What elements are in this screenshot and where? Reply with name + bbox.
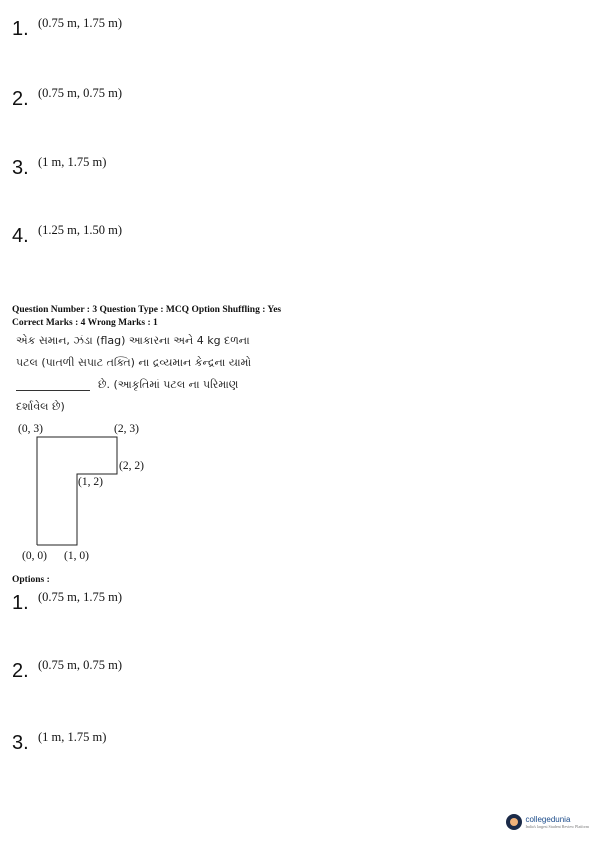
logo-text-block [525, 815, 589, 829]
option-text: (0.75 m, 1.75 m) [38, 16, 123, 30]
option-number: 3. [12, 732, 29, 754]
option-text: (1 m, 1.75 m) [38, 155, 107, 169]
option-number: 3. [12, 157, 29, 179]
question-line-4: દર્શાવેલ છે) [16, 400, 65, 413]
options-heading: Options : [12, 575, 50, 585]
option-number: 1. [12, 18, 29, 40]
collegedunia-logo [506, 814, 589, 830]
question-line-1: એક સમાન, ઝંડા (flag) આકારના અને 4 kg દળના [16, 334, 250, 347]
label-1-2: (1, 2) [78, 476, 103, 488]
question-meta-line-2: Correct Marks : 4 Wrong Marks : 1 [12, 318, 158, 328]
option-text: (0.75 m, 0.75 m) [38, 658, 123, 672]
option-number: 1. [12, 592, 29, 614]
option-number: 2. [12, 88, 29, 110]
label-2-3: (2, 3) [114, 423, 139, 435]
option-text: (0.75 m, 1.75 m) [38, 590, 123, 604]
label-0-3: (0, 3) [18, 423, 43, 435]
option-1 [12, 592, 122, 614]
option-2 [12, 660, 122, 682]
option-text: (0.75 m, 0.75 m) [38, 86, 123, 100]
brand-tagline: India's largest Student Review Platform [525, 824, 589, 829]
label-0-0: (0, 0) [22, 550, 47, 562]
option-text: (1.25 m, 1.50 m) [38, 223, 123, 237]
question-meta-line-1: Question Number : 3 Question Type : MCQ Option Shuffling : Yes [12, 305, 282, 315]
option-3 [12, 732, 106, 754]
option-number: 2. [12, 660, 29, 682]
option-text: (1 m, 1.75 m) [38, 730, 107, 744]
question-line-2: પટલ (પાતળી સપાટ તક્તિ) ના દ્રવ્યમાન કેન્દ્રના યામો [16, 356, 252, 369]
brand-name: collegedunia [525, 815, 571, 824]
label-2-2: (2, 2) [119, 460, 144, 472]
option-number: 4. [12, 225, 29, 247]
mascot-icon [506, 814, 522, 830]
lamina-outline [37, 437, 117, 545]
question-line-3: છે. (આકૃતિમાં પટલ ના પરિમાણ [98, 378, 239, 391]
label-1-0: (1, 0) [64, 550, 89, 562]
